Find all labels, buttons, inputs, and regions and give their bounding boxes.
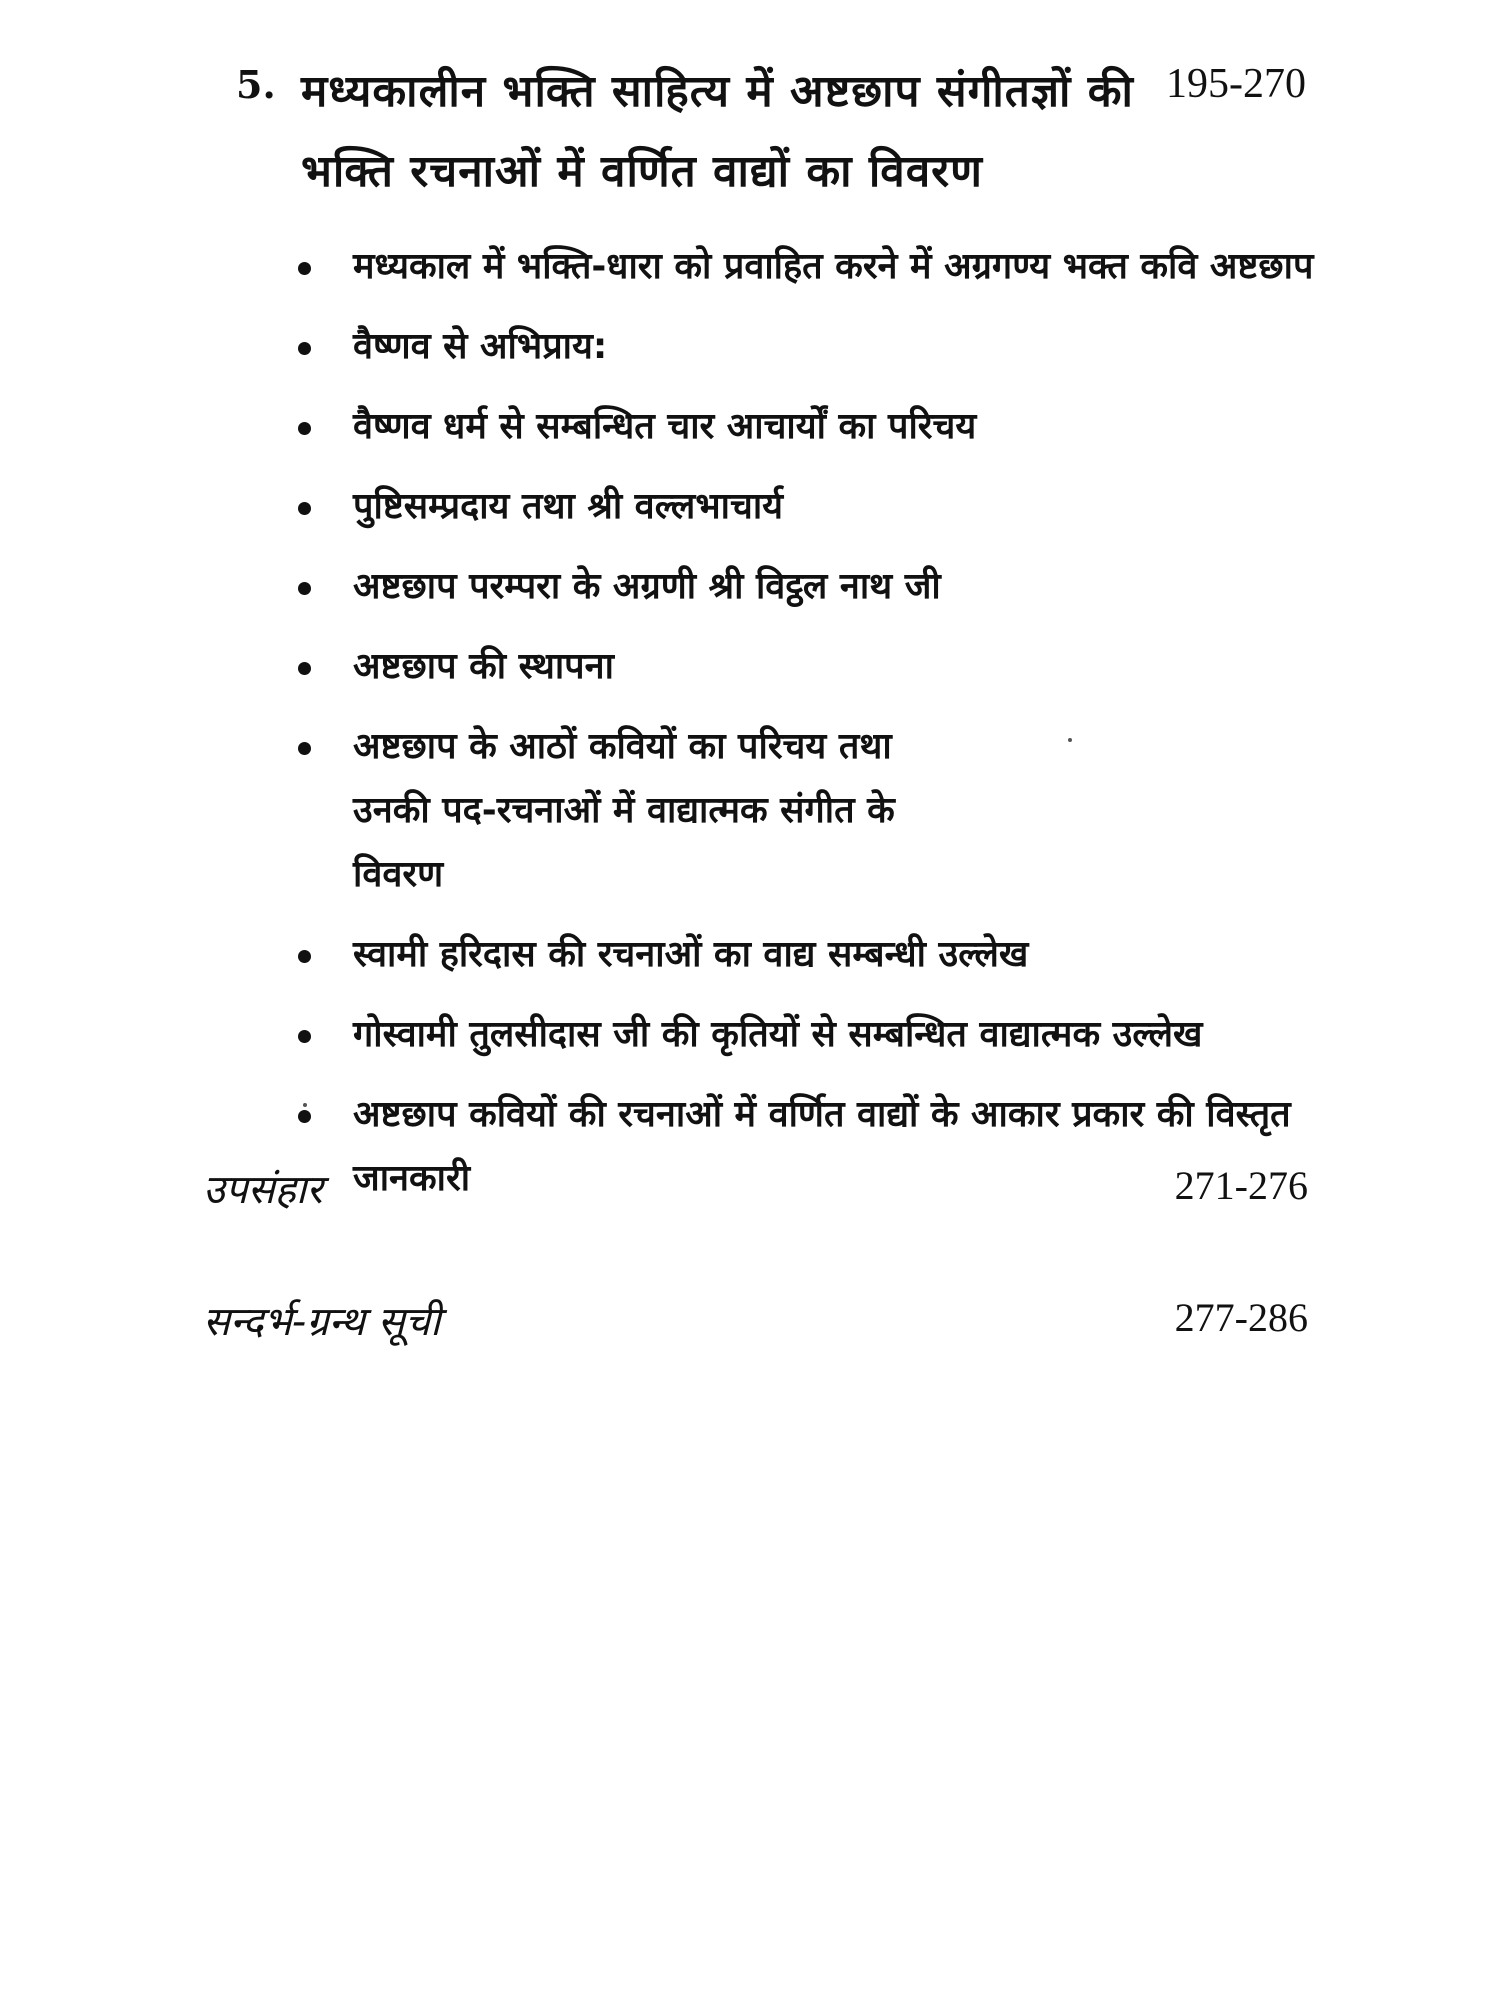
topic-text: पुष्टिसम्प्रदाय तथा श्री वल्लभाचार्य xyxy=(353,486,784,527)
topic-text: अष्टछाप कवियों की रचनाओं में वर्णित वाद्यों के आकार प्रकार की विस्तृत जानकारी xyxy=(353,1094,1291,1199)
chapter-page-range: 195-270 xyxy=(1166,61,1306,107)
topic-text: मध्यकाल में भक्ति-धारा को प्रवाहित करने में अग्रगण्य भक्त कवि अष्टछाप xyxy=(353,246,1314,287)
topic-text: स्वामी हरिदास की रचनाओं का वाद्य सम्बन्धी उल्लेख xyxy=(353,934,1029,975)
topic-item xyxy=(298,1003,1328,1067)
topic-item xyxy=(298,923,1328,987)
bullet-icon xyxy=(298,662,311,675)
topic-item xyxy=(298,555,1328,619)
topic-item xyxy=(298,635,1328,699)
bullet-icon xyxy=(298,502,311,515)
topic-text: गोस्वामी तुलसीदास जी की कृतियों से सम्बन्धित वाद्यात्मक उल्लेख xyxy=(353,1014,1203,1055)
topic-text: वैष्णव धर्म से सम्बन्धित चार आचार्यों का परिचय xyxy=(353,406,977,447)
chapter-number: 5. xyxy=(236,62,276,107)
bullet-icon xyxy=(298,950,311,963)
topic-item xyxy=(298,235,1328,299)
topic-text: अष्टछाप की स्थापना xyxy=(353,646,614,687)
topic-item xyxy=(298,315,1328,379)
scan-speck xyxy=(1068,738,1072,742)
bullet-icon xyxy=(298,1030,311,1043)
bullet-icon xyxy=(298,742,311,755)
chapter-topics-list xyxy=(298,235,1328,1227)
bullet-icon xyxy=(298,262,311,275)
topic-text: अष्टछाप परम्परा के अग्रणी श्री विट्ठल नाथ जी xyxy=(353,566,941,607)
topic-text: वैष्णव से अभिप्राय: xyxy=(353,326,608,367)
epilogue-entry xyxy=(203,1160,1308,1220)
bullet-icon xyxy=(298,422,311,435)
bullet-icon xyxy=(298,582,311,595)
topic-item xyxy=(298,475,1328,539)
bibliography-entry xyxy=(203,1292,1308,1352)
bullet-icon xyxy=(298,1110,311,1123)
topic-item xyxy=(298,715,1328,907)
bullet-icon xyxy=(298,342,311,355)
bibliography-page-range: 277-286 xyxy=(1174,1295,1308,1340)
bibliography-title: सन्दर्भ-ग्रन्थ सूची xyxy=(203,1299,441,1345)
chapter-title: मध्यकालीन भक्ति साहित्य में अष्टछाप संगीतज्ञों की भक्ति रचनाओं में वर्णित वाद्यों का विवरण xyxy=(301,66,1134,197)
scan-speck xyxy=(303,1103,307,1107)
epilogue-page-range: 271-276 xyxy=(1174,1163,1308,1208)
topic-text: अष्टछाप के आठों कवियों का परिचय तथा उनकी पद-रचनाओं में वाद्यात्मक संगीत के विवरण xyxy=(353,726,895,895)
epilogue-title: उपसंहार xyxy=(203,1167,323,1213)
topic-item xyxy=(298,395,1328,459)
